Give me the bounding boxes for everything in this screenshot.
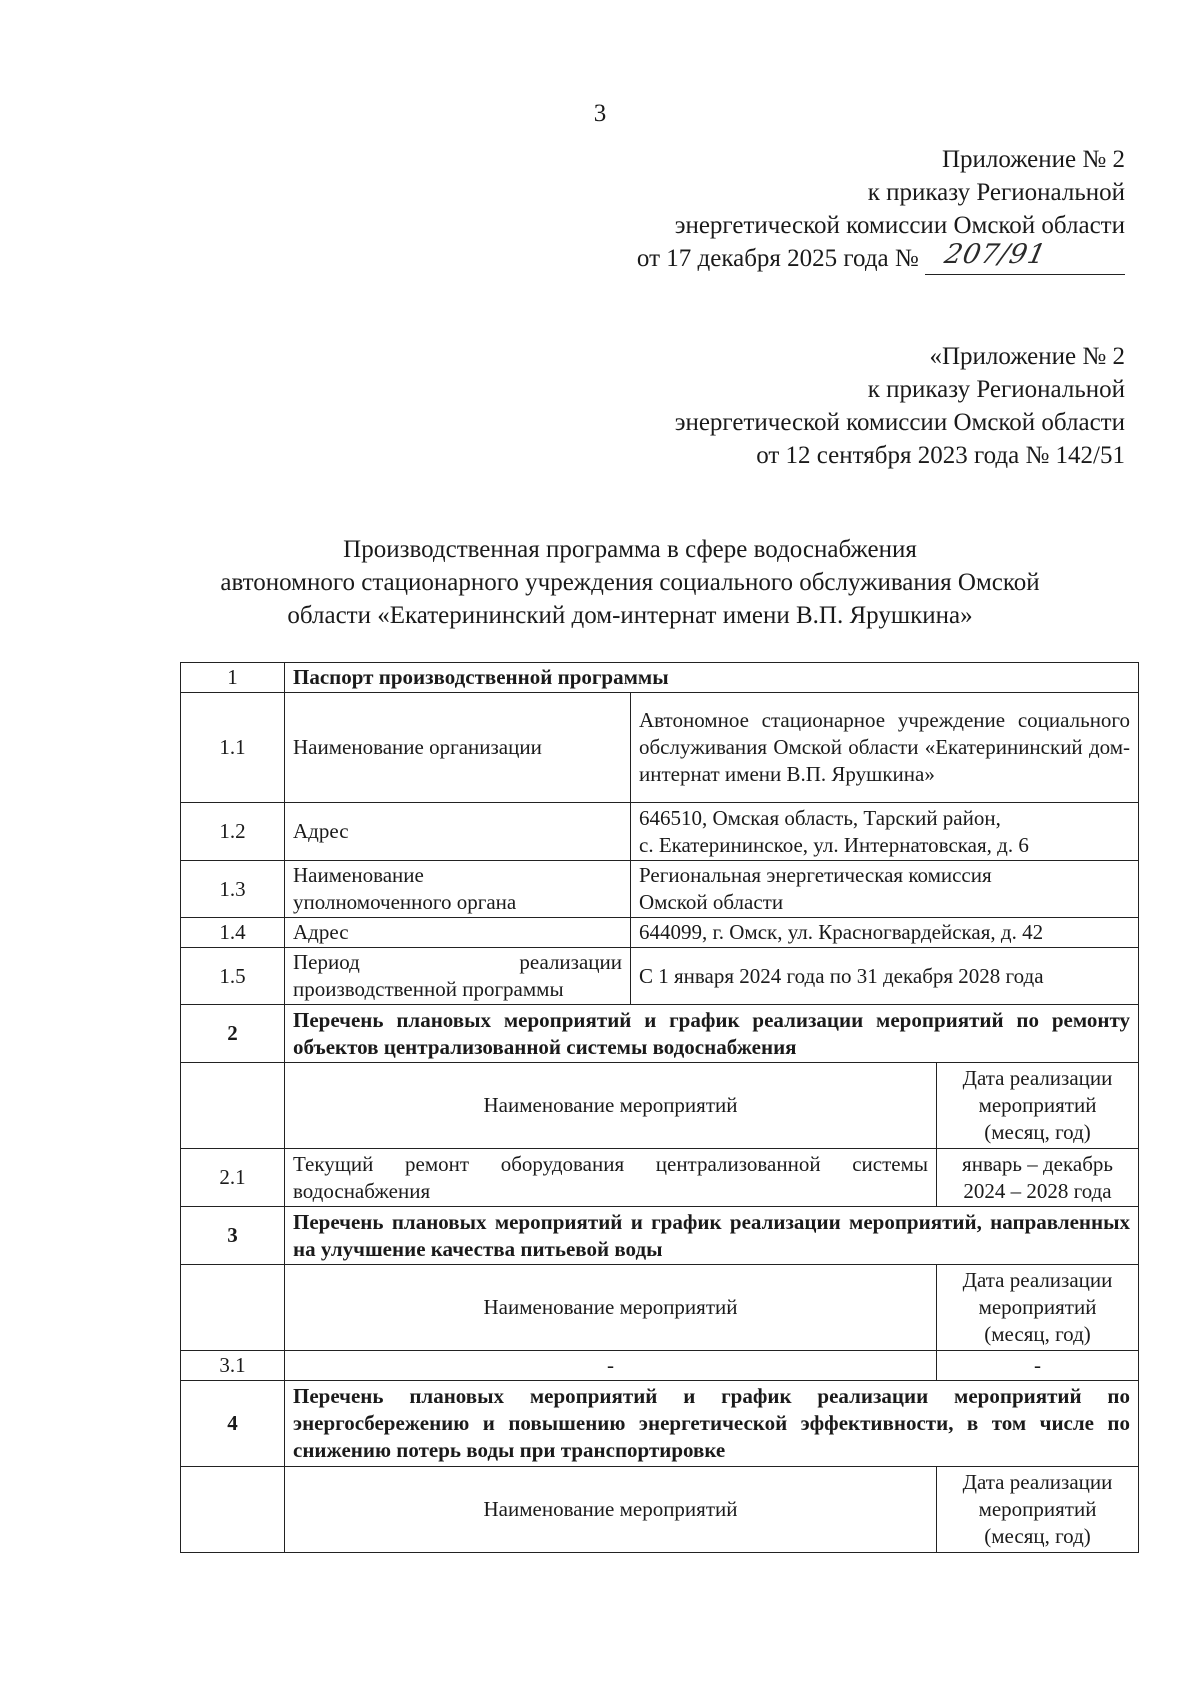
order-number-field: [925, 239, 1125, 275]
measure-name: -: [285, 1351, 937, 1381]
column-header-name: Наименование мероприятий: [285, 1265, 937, 1351]
appendix-header-old: [675, 340, 1125, 472]
table-row: [181, 861, 1139, 918]
empty-cell: [181, 1063, 285, 1149]
value-line: Омской области: [639, 890, 784, 914]
header-line: Дата реализации: [962, 1268, 1113, 1292]
label-line: Наименование: [293, 863, 424, 887]
column-header-name: Наименование мероприятий: [285, 1063, 937, 1149]
empty-cell: [181, 1467, 285, 1553]
measure-date: -: [937, 1351, 1139, 1381]
appendix-title: Приложение № 2: [941, 146, 1125, 173]
handwritten-order-number: 207/91: [941, 239, 1050, 270]
row-number: 3.1: [181, 1351, 285, 1381]
header-line: мероприятий: [978, 1497, 1097, 1521]
table-row: [181, 1351, 1139, 1381]
value-line: с. Екатерининское, ул. Интернатовская, д. 6: [639, 832, 1029, 857]
value-line: Региональная энергетическая комиссия: [639, 863, 992, 887]
column-header-date: [937, 1265, 1139, 1351]
header-line: (месяц, год): [984, 1120, 1091, 1144]
row-label: [285, 948, 631, 1005]
row-number: 1.3: [181, 861, 285, 918]
header-line: мероприятий: [978, 1093, 1097, 1117]
column-header-date: [937, 1467, 1139, 1553]
section-title: Перечень плановых мероприятий и график реализации мероприятий, направленных на улучшение качества питьевой воды: [285, 1207, 1139, 1265]
header-line: мероприятий: [978, 1295, 1097, 1319]
appendix-header-new: [637, 143, 1125, 275]
table-row: [181, 1005, 1139, 1063]
table-row: [181, 663, 1139, 693]
table-row: [181, 1063, 1139, 1149]
row-label: Адрес: [285, 918, 631, 948]
row-number: 2.1: [181, 1149, 285, 1207]
table-row: [181, 948, 1139, 1005]
appendix-order-ref: к приказу Региональной: [867, 179, 1125, 206]
title-line: автономного стационарного учреждения социального обслуживания Омской: [220, 569, 1040, 596]
table-row: [181, 1381, 1139, 1467]
table-row: [181, 1467, 1139, 1553]
row-label: [285, 861, 631, 918]
measure-date: [937, 1149, 1139, 1207]
table-row: [181, 1265, 1139, 1351]
appendix-date: от 12 сентября 2023 года № 142/51: [756, 442, 1125, 469]
row-number: 1.4: [181, 918, 285, 948]
column-header-date: [937, 1063, 1139, 1149]
section-title: Паспорт производственной программы: [285, 663, 1139, 693]
empty-cell: [181, 1265, 285, 1351]
header-line: (месяц, год): [984, 1322, 1091, 1346]
row-label: Наименование организации: [285, 693, 631, 803]
table-row: [181, 1149, 1139, 1207]
row-value: [631, 861, 1139, 918]
table-row: [181, 693, 1139, 803]
section-number: 4: [181, 1381, 285, 1467]
appendix-commission: энергетической комиссии Омской области: [674, 409, 1125, 436]
page-number: 3: [593, 100, 607, 127]
row-value: [631, 803, 1139, 861]
row-value: Автономное стационарное учреждение социального обслуживания Омской области «Екатерининский дом-интернат имени В.П. Ярушкина»: [631, 693, 1139, 803]
row-value: С 1 января 2024 года по 31 декабря 2028 года: [631, 948, 1139, 1005]
header-line: (месяц, год): [984, 1524, 1091, 1548]
appendix-order-ref: к приказу Региональной: [867, 376, 1125, 403]
row-label: Адрес: [285, 803, 631, 861]
date-line: январь – декабрь: [962, 1151, 1113, 1176]
header-line: Дата реализации: [962, 1066, 1113, 1090]
title-line: Производственная программа в сфере водоснабжения: [343, 536, 917, 563]
measure-name: Текущий ремонт оборудования централизованной системы водоснабжения: [285, 1149, 937, 1207]
column-header-name: Наименование мероприятий: [285, 1467, 937, 1553]
label-line: Период реализации: [293, 950, 622, 974]
section-title: Перечень плановых мероприятий и график реализации мероприятий по энергосбережению и повышению энергетической эффективности, в том числе по снижению потерь воды при транспортировке: [285, 1381, 1139, 1467]
table-row: [181, 1207, 1139, 1265]
table-row: [181, 918, 1139, 948]
value-line: 646510, Омская область, Тарский район,: [639, 805, 1001, 830]
table-row: [181, 803, 1139, 861]
label-line: производственной программы: [293, 977, 564, 1001]
program-table: [180, 662, 1139, 1553]
header-line: Дата реализации: [962, 1470, 1113, 1494]
title-line: области «Екатерининский дом-интернат имени В.П. Ярушкина»: [287, 602, 973, 629]
label-line: уполномоченного органа: [293, 890, 517, 914]
section-number: 1: [181, 663, 285, 693]
appendix-date: от 17 декабря 2025 года №: [636, 245, 919, 272]
appendix-commission: энергетической комиссии Омской области: [674, 212, 1125, 239]
date-line: 2024 – 2028 года: [963, 1178, 1112, 1203]
row-number: 1.1: [181, 693, 285, 803]
section-number: 3: [181, 1207, 285, 1265]
appendix-date-line: [636, 239, 1125, 275]
section-number: 2: [181, 1005, 285, 1063]
appendix-title: «Приложение № 2: [929, 343, 1125, 370]
row-value: 644099, г. Омск, ул. Красногвардейская, д. 42: [631, 918, 1139, 948]
section-title: Перечень плановых мероприятий и график реализации мероприятий по ремонту объектов централизованной системы водоснабжения: [285, 1005, 1139, 1063]
row-number: 1.5: [181, 948, 285, 1005]
document-title: [150, 533, 1110, 632]
row-number: 1.2: [181, 803, 285, 861]
